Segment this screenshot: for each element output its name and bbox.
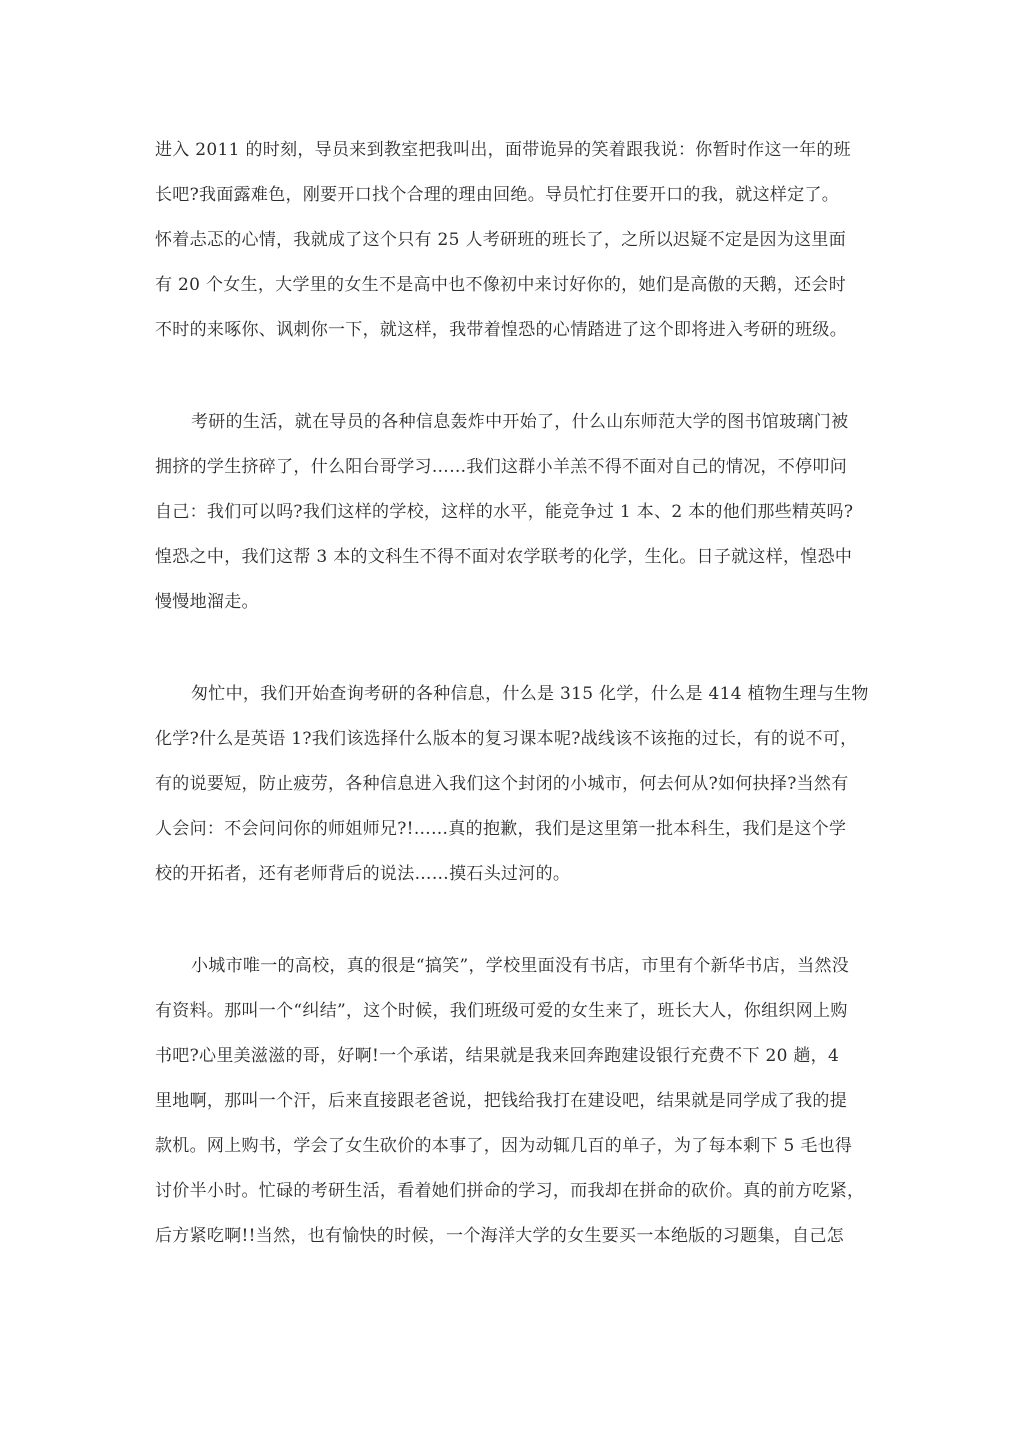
document-body xyxy=(155,128,875,1306)
text-line: 化学?什么是英语 1?我们该选择什么版本的复习课本呢?战线该不该拖的过长，有的说不可， xyxy=(155,729,858,749)
text-line: 慢慢地溜走。 xyxy=(155,592,259,612)
paragraph-3 xyxy=(155,672,875,897)
text-line: 人会问：不会问问你的师姐师兄?!……真的抱歉，我们是这里第一批本科生，我们是这个学 xyxy=(155,819,847,839)
text-line: 里地啊，那叫一个汗，后来直接跟老爸说，把钱给我打在建设吧，结果就是同学成了我的提 xyxy=(155,1091,847,1111)
text-line: 讨价半小时。忙碌的考研生活，看着她们拼命的学习，而我却在拼命的砍价。真的前方吃紧， xyxy=(155,1181,865,1201)
text-line: 有 20 个女生，大学里的女生不是高中也不像初中来讨好你的，她们是高傲的天鹅，还会时 xyxy=(155,275,847,295)
text-line: 怀着忐忑的心情，我就成了这个只有 25 人考研班的班长了，之所以迟疑不定是因为这里面 xyxy=(155,230,847,250)
text-line: 有的说要短，防止疲劳，各种信息进入我们这个封闭的小城市，何去何从?如何抉择?当然有 xyxy=(155,774,849,794)
text-line: 校的开拓者，还有老师背后的说法……摸石头过河的。 xyxy=(155,864,571,884)
text-line: 款机。网上购书，学会了女生砍价的本事了，因为动辄几百的单子，为了每本剩下 5 毛也得 xyxy=(155,1136,853,1156)
text-line: 书吧?心里美滋滋的哥，好啊!一个承诺，结果就是我来回奔跑建设银行充费不下 20 趟，4 xyxy=(155,1046,840,1066)
text-line: 惶恐之中，我们这帮 3 本的文科生不得不面对农学联考的化学，生化。日子就这样，惶恐中 xyxy=(155,547,853,567)
text-line: 不时的来啄你、讽刺你一下，就这样，我带着惶恐的心情踏进了这个即将进入考研的班级。 xyxy=(155,320,847,340)
paragraph-1 xyxy=(155,128,875,353)
text-line: 后方紧吃啊!!当然，也有愉快的时候，一个海洋大学的女生要买一本绝版的习题集，自己怎 xyxy=(155,1226,844,1246)
text-line: 有资料。那叫一个“纠结”，这个时候，我们班级可爱的女生来了，班长大人，你组织网上购 xyxy=(155,1001,848,1021)
text-line: 自己：我们可以吗?我们这样的学校，这样的水平，能竞争过 1 本、2 本的他们那些精英吗? xyxy=(155,502,854,522)
text-line: 考研的生活，就在导员的各种信息轰炸中开始了，什么山东师范大学的图书馆玻璃门被 xyxy=(191,412,849,432)
text-line: 进入 2011 的时刻，导员来到教室把我叫出，面带诡异的笑着跟我说：你暂时作这一年的班 xyxy=(155,140,851,160)
paragraph-2 xyxy=(155,400,875,625)
text-line: 长吧?我面露难色，刚要开口找个合理的理由回绝。导员忙打住要开口的我，就这样定了。 xyxy=(155,185,840,205)
text-line: 匆忙中，我们开始查询考研的各种信息，什么是 315 化学，什么是 414 植物生理与生物 xyxy=(191,684,869,704)
text-line: 小城市唯一的高校，真的很是“搞笑”，学校里面没有书店，市里有个新华书店，当然没 xyxy=(191,956,850,976)
paragraph-4 xyxy=(155,944,875,1259)
text-line: 拥挤的学生挤碎了，什么阳台哥学习……我们这群小羊羔不得不面对自己的情况，不停叩问 xyxy=(155,457,847,477)
